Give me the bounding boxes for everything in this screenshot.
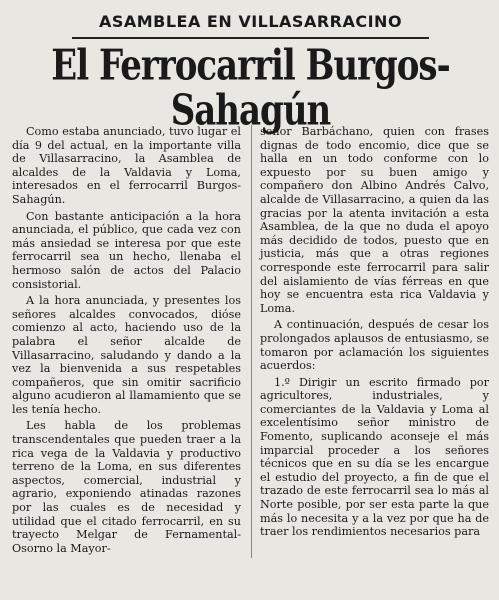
- paragraph: 1.º Dirigir un escrito firmado por agricultores, industriales, y comerciantes de la Valdavia y Loma al excelentísimo señor ministro de Fomento, suplicando aconseje el más imparcial proceder a los señores técnicos que en su día se les encargue el estudio del proyecto, a fin de que el trazado de este ferrocarril sea lo más al Norte posible, por ser esta parte la que más lo necesita y a la vez por que ha de traer los rendimientos necesarios para: [260, 375, 489, 539]
- article-body: [12, 125, 489, 558]
- article-headline: El Ferrocarril Burgos-Sahagún: [51, 40, 450, 136]
- paragraph: A continuación, después de cesar los prolongados aplausos de entusiasmo, se tomaron por aclamación los siguientes acuerdos:: [260, 318, 489, 373]
- kicker-rule: [72, 37, 429, 39]
- right-column: [251, 125, 489, 558]
- paragraph: Con bastante anticipación a la hora anunciada, el público, que cada vez con más ansiedad se interesa por que este ferrocarril sea un hecho, llenaba el hermoso salón de actos del Palacio consistorial.: [12, 209, 241, 291]
- paragraph: señor Barbáchano, quien con frases dignas de todo encomio, dice que se halla en un todo conforme con lo expuesto por su buen amigo y compañero don Albino Andrés Calvo, alcalde de Villasarracino, a quien da las gracias por la atenta invitación a esta Asamblea, de la que no duda el apoyo más decidido de todos, puesto que en justicia, más que a otras regiones corresponde este ferrocarril para salir del aislamiento de vías férreas en que hoy se encuentra esta rica Valdavia y Loma.: [260, 125, 489, 315]
- paragraph: Como estaba anunciado, tuvo lugar el día 9 del actual, en la importante villa de Villasarracino, la Asamblea de alcaldes de la Valdavia y Loma, interesados en el ferrocarril Burgos-Sahagún.: [12, 125, 241, 206]
- left-column: [12, 125, 241, 558]
- paragraph: Les habla de los problemas transcendentales que pueden traer a la rica vega de la Valdavia y productivo terreno de la Loma, en sus diferentes aspectos, comercial, industrial y agrario, exponiendo atinadas razones por las cuales es de necesidad y utilidad que el citado ferrocarril, en su trayecto Melgar de Fernamental-Osorno la Mayor-: [12, 419, 241, 555]
- paragraph: A la hora anunciada, y presentes los señores alcaldes convocados, dióse comienzo al acto, haciendo uso de la palabra el señor alcalde de Villasarracino, saludando y dando a la vez la bienvenida a sus respetables compañeros, que sin omitir sacrificio alguno acudieron al llamamiento que se les tenía hecho.: [12, 294, 241, 416]
- article-kicker: ASAMBLEA EN VILLASARRACINO: [98, 12, 403, 31]
